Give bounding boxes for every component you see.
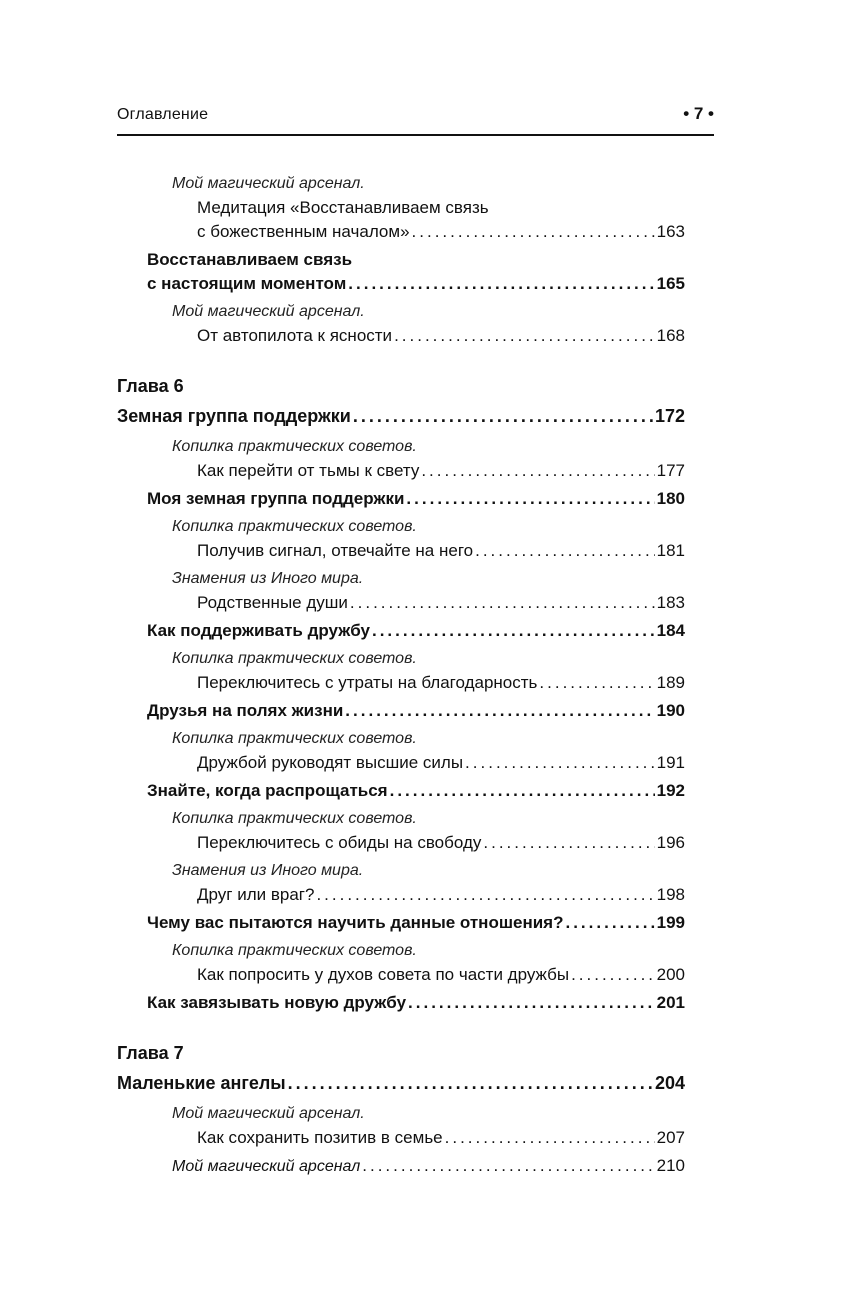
- toc-entry-sub[interactable]: [117, 515, 685, 563]
- entry-title: Земная группа поддержки: [117, 406, 351, 426]
- rubric-label: Копилка практических советов.: [172, 518, 417, 535]
- dot-leader: [412, 220, 655, 244]
- toc-entry-section[interactable]: [117, 779, 685, 803]
- entry-line: [117, 699, 685, 723]
- rubric-label: Копилка практических советов.: [172, 942, 417, 959]
- entry-title: Друзья на полях жизни: [147, 701, 344, 720]
- entry-line: [117, 1068, 685, 1098]
- chapter-label: Глава 6: [117, 376, 184, 396]
- dot-leader: [408, 991, 655, 1015]
- entry-title: Мой магический арсенал: [172, 1158, 361, 1175]
- dot-leader: [345, 699, 654, 723]
- entry-line: [117, 911, 685, 935]
- entry-title: с настоящим моментом: [147, 274, 347, 293]
- entry-page-number: 177: [656, 461, 685, 480]
- rubric-label: Копилка практических советов.: [172, 730, 417, 747]
- toc-entry-sub[interactable]: [117, 300, 685, 348]
- entry-page-number: 165: [656, 274, 685, 293]
- entry-title: Переключитесь с обиды на свободу: [197, 833, 482, 852]
- entry-line: [117, 619, 685, 643]
- dot-leader: [483, 831, 654, 855]
- table-of-contents: [117, 172, 685, 1178]
- entry-page-number: 168: [656, 326, 685, 345]
- entry-line: [117, 831, 685, 855]
- entry-page-number: 189: [656, 673, 685, 692]
- entry-line: [117, 1126, 685, 1150]
- entry-title: Родственные души: [197, 593, 348, 612]
- toc-entry-chapter[interactable]: [117, 371, 685, 431]
- entry-page-number: 191: [656, 753, 685, 772]
- dot-leader: [348, 272, 654, 296]
- entry-title: Медитация «Восстанавливаем связь: [197, 198, 489, 217]
- toc-entry-section[interactable]: [117, 487, 685, 511]
- toc-entry-sub[interactable]: [117, 939, 685, 987]
- entry-title: Друг или враг?: [197, 885, 315, 904]
- dot-leader: [571, 963, 655, 987]
- dot-leader: [316, 883, 654, 907]
- rubric-label: Копилка практических советов.: [172, 810, 417, 827]
- dot-leader: [421, 459, 654, 483]
- entry-title: Как сохранить позитив в семье: [197, 1128, 443, 1147]
- entry-line: [117, 248, 685, 272]
- entry-page-number: 180: [656, 489, 685, 508]
- entry-page-number: 198: [656, 885, 685, 904]
- entry-page-number: 181: [656, 541, 685, 560]
- entry-title: Дружбой руководят высшие силы: [197, 753, 464, 772]
- entry-page-number: 200: [656, 965, 685, 984]
- entry-line: [117, 991, 685, 1015]
- toc-entry-sub[interactable]: [117, 727, 685, 775]
- entry-page-number: 163: [656, 222, 685, 241]
- entry-line: [117, 883, 685, 907]
- dot-leader: [475, 539, 655, 563]
- dot-leader: [288, 1068, 653, 1098]
- dot-leader: [465, 751, 655, 775]
- entry-line: [117, 591, 685, 615]
- entry-line: [117, 779, 685, 803]
- toc-entry-section[interactable]: [117, 619, 685, 643]
- toc-entry-sub[interactable]: [117, 807, 685, 855]
- entry-line: [117, 220, 685, 244]
- entry-title: Маленькие ангелы: [117, 1073, 286, 1093]
- entry-page-number: 196: [656, 833, 685, 852]
- running-header-title: Оглавление: [117, 106, 209, 123]
- entry-title: От автопилота к ясности: [197, 326, 393, 345]
- entry-page-number: 210: [656, 1156, 685, 1175]
- toc-entry-section[interactable]: [117, 248, 685, 296]
- entry-line: [117, 963, 685, 987]
- toc-entry-section[interactable]: [117, 699, 685, 723]
- rubric-label: Копилка практических советов.: [172, 438, 417, 455]
- entry-page-number: 184: [656, 621, 685, 640]
- toc-entry-sub[interactable]: [117, 859, 685, 907]
- entry-line: [117, 459, 685, 483]
- entry-page-number: 207: [656, 1128, 685, 1147]
- entry-title: Чему вас пытаются научить данные отношения?: [147, 913, 564, 932]
- rubric-label: Знамения из Иного мира.: [172, 862, 364, 879]
- page-number: • 7 •: [683, 104, 714, 123]
- entry-line: [117, 401, 685, 431]
- toc-entry-sub[interactable]: [117, 647, 685, 695]
- rubric-label: Копилка практических советов.: [172, 650, 417, 667]
- entry-line: [117, 272, 685, 296]
- entry-title: Как завязывать новую дружбу: [147, 993, 407, 1012]
- rubric-label: Мой магический арсенал.: [172, 1105, 365, 1122]
- toc-entry-sub[interactable]: [117, 435, 685, 483]
- toc-entry-chapter[interactable]: [117, 1038, 685, 1098]
- toc-entry-section[interactable]: [117, 991, 685, 1015]
- dot-leader: [539, 671, 654, 695]
- running-header: [117, 104, 714, 136]
- entry-line: [117, 539, 685, 563]
- entry-title: с божественным началом»: [197, 222, 410, 241]
- entry-title: Как поддерживать дружбу: [147, 621, 370, 640]
- rubric-label: Знамения из Иного мира.: [172, 570, 364, 587]
- dot-leader: [394, 324, 655, 348]
- entry-page-number: 192: [656, 781, 685, 800]
- entry-line: [117, 751, 685, 775]
- entry-title: Как перейти от тьмы к свету: [197, 461, 420, 480]
- chapter-label: Глава 7: [117, 1043, 184, 1063]
- entry-title: Переключитесь с утраты на благодарность: [197, 673, 538, 692]
- entry-page-number: 201: [656, 993, 685, 1012]
- dot-leader: [565, 911, 654, 935]
- toc-entry-sub[interactable]: [117, 1102, 685, 1150]
- rubric-label: Мой магический арсенал.: [172, 303, 365, 320]
- dot-leader: [445, 1126, 655, 1150]
- toc-entry-section[interactable]: [117, 911, 685, 935]
- dot-leader: [390, 779, 655, 803]
- entry-page-number: 172: [654, 406, 685, 426]
- dot-leader: [362, 1154, 654, 1178]
- entry-page-number: 190: [656, 701, 685, 720]
- entry-page-number: 183: [656, 593, 685, 612]
- entry-line: [117, 671, 685, 695]
- toc-entry-sub[interactable]: [117, 1154, 685, 1178]
- dot-leader: [350, 591, 655, 615]
- toc-entry-sub[interactable]: [117, 567, 685, 615]
- entry-title: Знайте, когда распрощаться: [147, 781, 388, 800]
- entry-title: Восстанавливаем связь: [147, 250, 353, 269]
- entry-line: [117, 324, 685, 348]
- dot-leader: [372, 619, 655, 643]
- rubric-label: Мой магический арсенал.: [172, 175, 365, 192]
- dot-leader: [353, 401, 653, 431]
- dot-leader: [406, 487, 654, 511]
- toc-entry-sub[interactable]: [117, 172, 685, 244]
- entry-page-number: 199: [656, 913, 685, 932]
- entry-line: [117, 487, 685, 511]
- entry-line: [117, 1154, 685, 1178]
- entry-line: [117, 196, 685, 220]
- entry-title: Моя земная группа поддержки: [147, 489, 405, 508]
- entry-page-number: 204: [654, 1073, 685, 1093]
- entry-title: Как попросить у духов совета по части дружбы: [197, 965, 570, 984]
- entry-title: Получив сигнал, отвечайте на него: [197, 541, 474, 560]
